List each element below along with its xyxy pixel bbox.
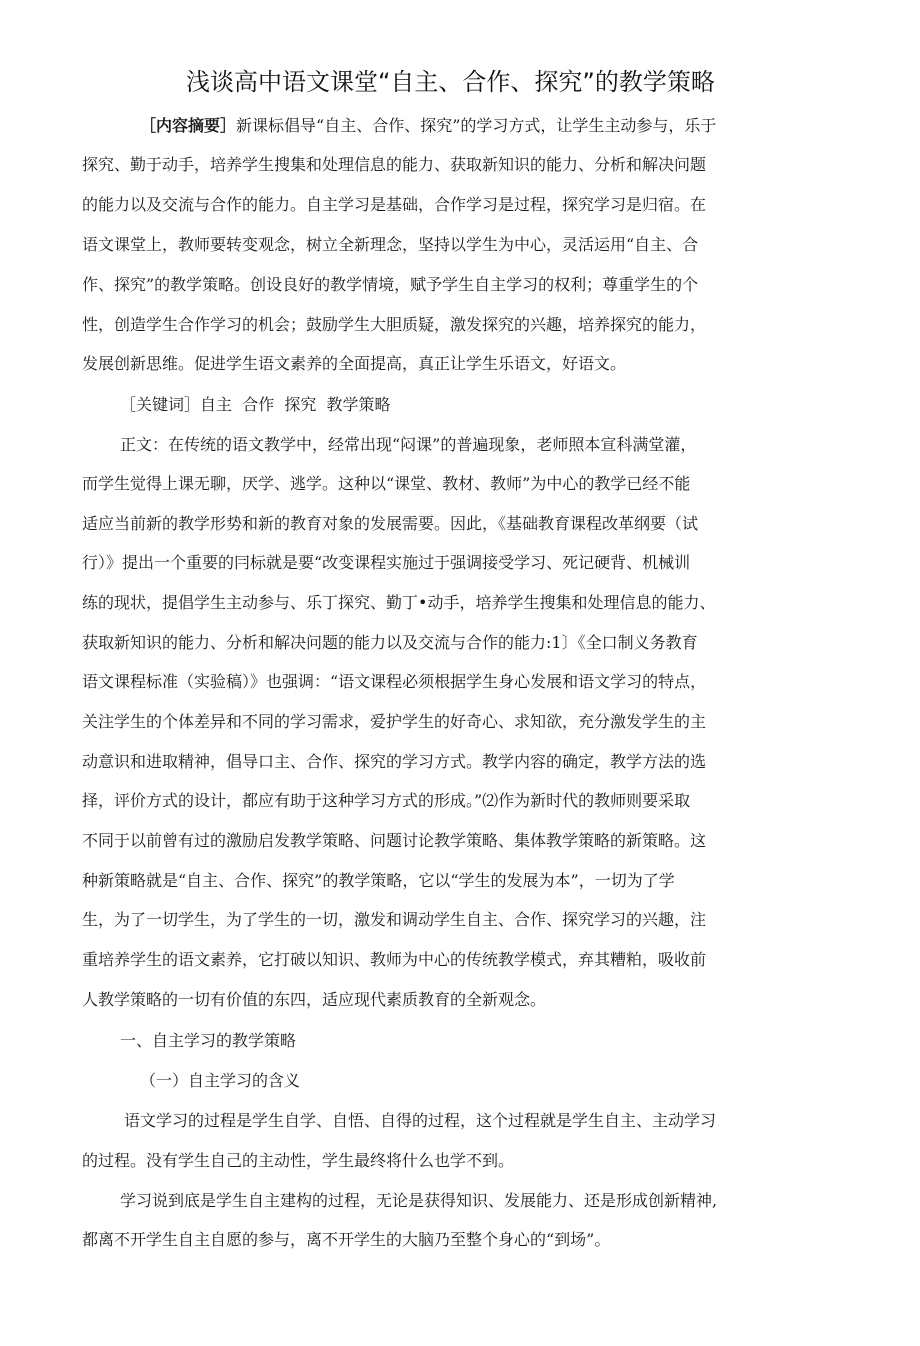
paragraph-line: 的过程。没有学生自己的主动性，学生最终将什么也学不到。 [82,1151,515,1170]
body-text-line: 行）》提出一个重要的冃标就是要“改变课程实施过于强调接受学习、死记硬背、机械训 [82,553,691,572]
keywords-text: 自主 合作 探究 教学策略 [200,395,391,414]
abstract-text-line: 语文课堂上，教师要转变观念，树立全新理念，坚持以学生为中心，灵活运用“自主、合 [82,235,699,254]
body-text-line: 正文：在传统的语文教学中，经常出现“闷课”的普遍现象，老师照本宣科满堂灌， [120,435,697,454]
abstract-text-line: 发展创新思维。促进学生语文素养的全面提高，真正让学生乐语文，好语文。 [82,354,627,373]
abstract-text-line: 新课标倡导“自主、合作、探究”的学习方式，让学生主动参与，乐于 [236,116,717,135]
abstract-text-line: 性，创造学生合作学习的机会；鼓励学生大胆质疑，激发探究的兴趣，培养探究的能力， [82,315,707,334]
keywords-label: ［关键词］ [120,395,201,414]
section-heading: 一、自主学习的教学策略 [120,1031,297,1050]
abstract-text-line: 的能力以及交流与合作的能力。自主学习是基础，合作学习是过程，探究学习是归宿。在 [82,195,707,214]
abstract-first-line [140,114,716,138]
body-text-line: 不同于以前曾有过的激励启发教学策略、问题讨论教学策略、集体教学策略的新策略。这 [82,831,707,850]
body-text-line: 生，为了一切学生，为了学生的一切，激发和调动学生自主、合作、探究学习的兴趣，注 [82,910,707,929]
paragraph-line: 语文学习的过程是学生自学、自悟、自得的过程，这个过程就是学生自主、主动学习 [124,1111,717,1130]
body-text-line: 择，评价方式的设计，都应有助于这种学习方式的形成。”⑵作为新时代的教师则要采取 [82,791,691,810]
abstract-text-line: 作、探究”的教学策略。创设良好的教学情境，赋予学生自主学习的权利；尊重学生的个 [82,275,699,294]
body-text-line: 练的现状，提倡学生主动参与、乐丁探究、勤丁•动手，培养学生搜集和处理信息的能力、 [82,593,716,612]
body-text-line: 关注学生的个体差异和不同的学习需求，爱护学生的好奇心、求知欲，充分激发学生的主 [82,712,707,731]
body-text-line: 语文课程标准（实验稿）》也强调：“语文课程必须根据学生身心发展和语文学习的特点， [82,672,707,691]
body-text-line: 动意识和进取精神，倡导口主、合作、探究的学习方式。教学内容的确定，教学方法的选 [82,752,707,771]
section-subheading: （一）自主学习的含义 [140,1071,301,1090]
abstract-text-line: 探究、勤于动手，培养学生搜集和处理信息的能力、获取新知识的能力、分析和解决问题 [82,155,707,174]
body-text-line: 人教学策略的一切有价值的东四，适应现代素质教育的全新观念。 [82,990,547,1009]
paragraph-line: 学习说到底是学生自主建构的过程，无论是获得知识、发展能力、还是形成创新精神, [120,1191,718,1210]
body-text-line: 适应当前新的教学形势和新的教育对象的发展需要。因此，《基础教育课程改革纲要（试 [82,514,699,533]
document-title: 浅谈高中语文课堂“自主、合作、探究”的教学策略 [186,68,715,96]
body-text-line: 获取新知识的能力、分析和解决问题的能力以及交流与合作的能力:1〕《全口制义务教育 [82,633,698,652]
body-text-line: 而学生觉得上课无聊，厌学、逃学。这种以“课堂、教材、教师”为中心的教学已经不能 [82,474,691,493]
keywords-line [120,393,391,417]
body-text-line: 种新策略就是“自主、合作、探究”的教学策略，它以“学生的发展为本”，一切为了学 [82,871,675,890]
abstract-label: ［内容摘要］ [140,116,237,135]
body-text-line: 重培养学生的语文素养，它打破以知识、教师为中心的传统教学模式，弃其糟粕，吸收前 [82,950,707,969]
paragraph-line: 都离不开学生自主自愿的参与，离不开学生的大脑乃至整个身心的“到场”。 [82,1230,611,1249]
